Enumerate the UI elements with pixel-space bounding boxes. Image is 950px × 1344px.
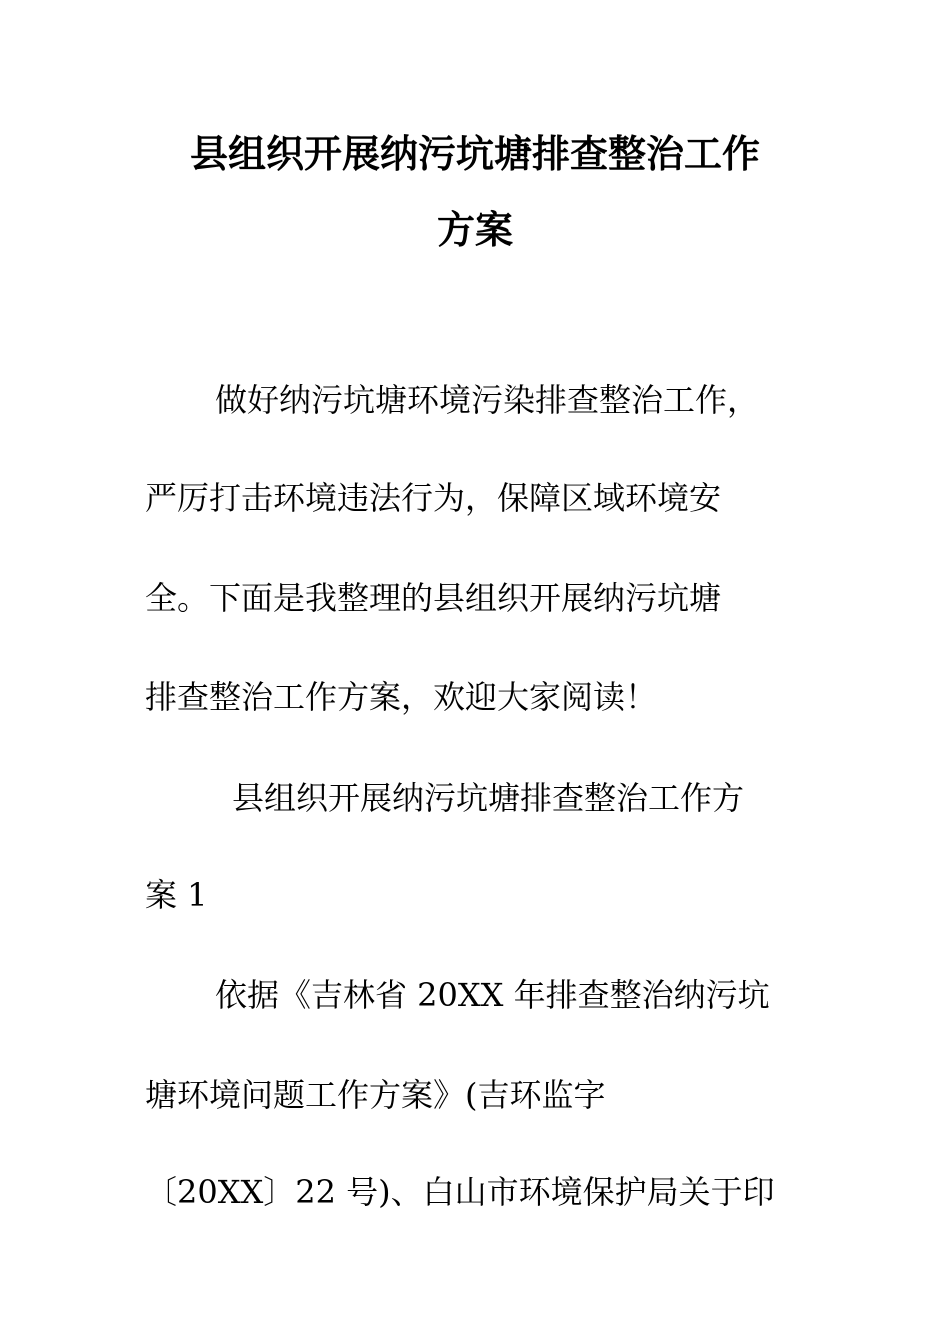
paragraph-1-line-4: 排查整治工作方案，欢迎大家阅读！ (145, 678, 658, 716)
paragraph-1-line-1: 做好纳污坑塘环境污染排查整治工作， (215, 381, 760, 419)
title-line-1: 县组织开展纳污坑塘排查整治工作 (189, 132, 760, 176)
section-heading-line-1: 县组织开展纳污坑塘排查整治工作方 (232, 779, 745, 817)
paragraph-2-line-2: 塘环境问题工作方案》(吉环监字 (145, 1076, 606, 1114)
paragraph-2-line-1: 依据《吉林省 20XX 年排查整治纳污坑 (215, 976, 770, 1014)
section-heading-line-2: 案 1 (145, 876, 208, 914)
title-line-2: 方案 (436, 208, 513, 252)
paragraph-2-line-3: 〔20XX〕22 号)、白山市环境保护局关于印 (145, 1173, 775, 1211)
paragraph-1-line-2: 严厉打击环境违法行为，保障区域环境安 (145, 479, 722, 517)
paragraph-1-line-3: 全。下面是我整理的县组织开展纳污坑塘 (145, 579, 722, 617)
document-title (140, 116, 810, 268)
